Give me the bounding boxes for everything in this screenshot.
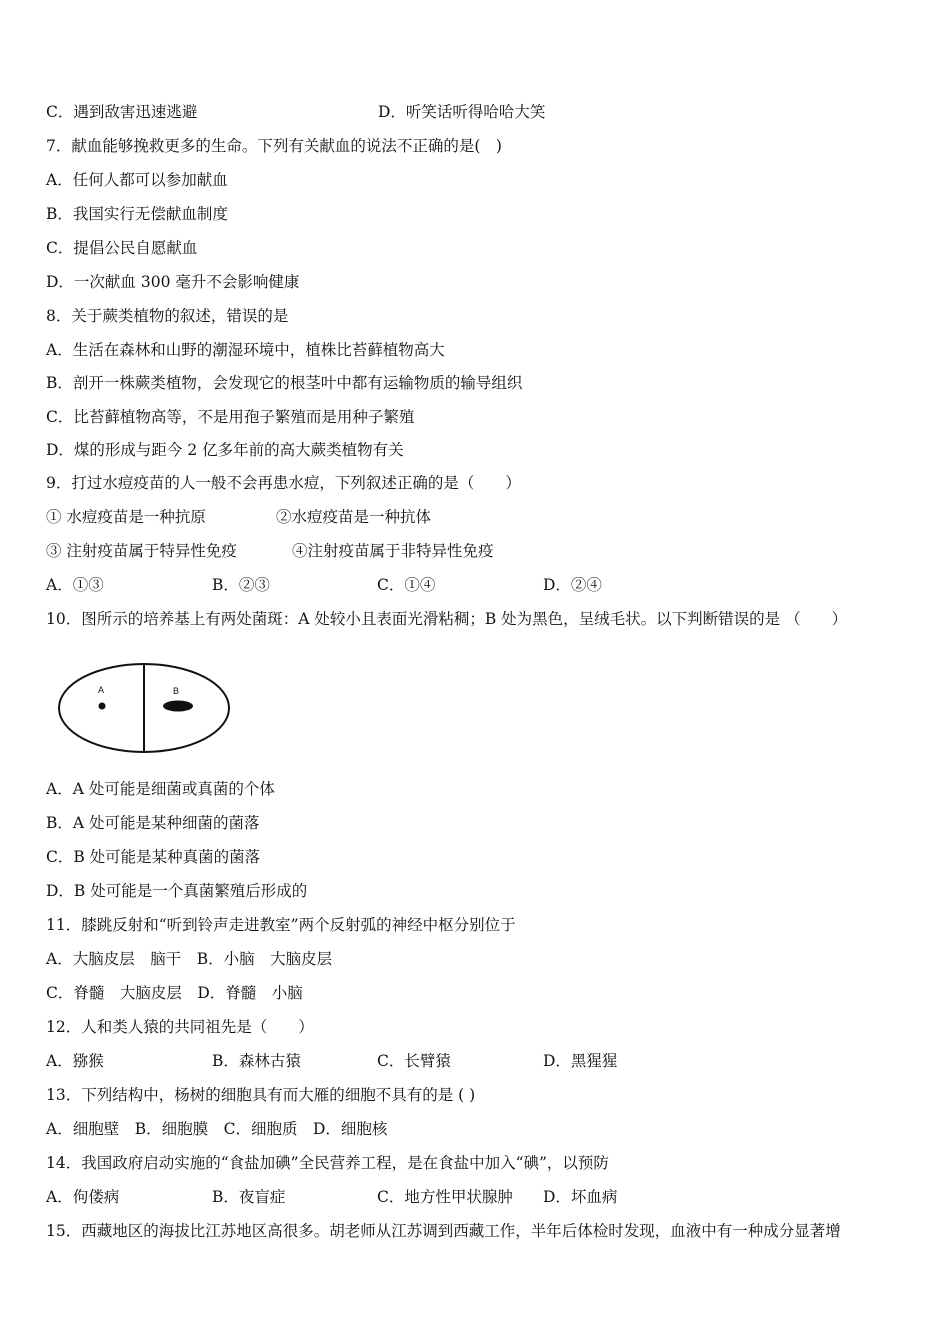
q11-options-ab: A．大脑皮层 脑干 B．小脑 大脑皮层 [46,950,333,968]
colony-b-label: B [173,686,180,696]
q11-options-cd: C．脊髓 大脑皮层 D．脊髓 小脑 [46,984,303,1002]
q9-statement-3: ③ 注射疫苗属于特异性免疫 [46,542,237,560]
q8-option-d: D．煤的形成与距今 2 亿多年前的高大蕨类植物有关 [46,441,404,459]
q9-option-d: D．②④ [543,576,602,594]
question-7: 7．献血能够挽救更多的生命。下列有关献血的说法不正确的是( ) [46,137,502,155]
q9-statement-1: ① 水痘疫苗是一种抗原 [46,508,206,526]
question-15: 15．西藏地区的海拔比江苏地区高很多。胡老师从江苏调到西藏工作，半年后体检时发现，血液中有一种成分显著增 [46,1222,841,1240]
question-10: 10．图所示的培养基上有两处菌斑：A 处较小且表面光滑粘稠；B 处为黑色，呈绒毛状。以下判断错误的是 （ ） [46,610,848,628]
q9-statement-2: ②水痘疫苗是一种抗体 [276,508,432,526]
colony-b-blob [163,701,193,712]
q9-option-c: C．①④ [377,576,436,594]
q7-option-a: A．任何人都可以参加献血 [46,171,228,189]
q14-option-a: A．佝偻病 [46,1188,120,1206]
q7-option-b: B．我国实行无偿献血制度 [46,205,228,223]
q10-option-a: A．A 处可能是细菌或真菌的个体 [46,780,275,798]
q10-option-c: C．B 处可能是某种真菌的菌落 [46,848,261,866]
question-13: 13．下列结构中，杨树的细胞具有而大雁的细胞不具有的是 ( ) [46,1086,476,1104]
q14-option-c: C．地方性甲状腺肿 [377,1188,513,1206]
q12-option-a: A．猕猴 [46,1052,104,1070]
colony-a-dot [99,703,106,710]
q9-statement-4: ④注射疫苗属于非特异性免疫 [292,542,494,560]
q12-option-b: B．森林古猿 [212,1052,301,1070]
q14-option-b: B．夜盲症 [212,1188,286,1206]
q12-option-d: D．黑猩猩 [543,1052,618,1070]
q10-option-b: B．A 处可能是某种细菌的菌落 [46,814,260,832]
question-12: 12．人和类人猿的共同祖先是（ ） [46,1018,314,1036]
q6-option-d: D．听笑话听得哈哈大笑 [378,103,546,121]
q9-option-a: A．①③ [46,576,104,594]
q6-option-c: C．遇到敌害迅速逃避 [46,103,198,121]
question-8: 8．关于蕨类植物的叙述，错误的是 [46,307,289,325]
q9-option-b: B．②③ [212,576,270,594]
q8-option-c: C．比苔藓植物高等，不是用孢子繁殖而是用种子繁殖 [46,408,415,426]
q13-options: A．细胞壁 B．细胞膜 C．细胞质 D．细胞核 [46,1120,388,1138]
colony-a-label: A [98,685,105,695]
q10-option-d: D．B 处可能是一个真菌繁殖后形成的 [46,882,308,900]
q8-option-b: B．剖开一株蕨类植物，会发现它的根茎叶中都有运输物质的输导组织 [46,374,523,392]
q7-option-c: C．提倡公民自愿献血 [46,239,198,257]
q12-option-c: C．长臂猿 [377,1052,451,1070]
q7-option-d: D．一次献血 300 毫升不会影响健康 [46,273,300,291]
q14-option-d: D．坏血病 [543,1188,618,1206]
question-11: 11．膝跳反射和“听到铃声走进教室”两个反射弧的神经中枢分别位于 [46,916,516,934]
q8-option-a: A．生活在森林和山野的潮湿环境中，植株比苔藓植物高大 [46,341,445,359]
question-14: 14．我国政府启动实施的“食盐加碘”全民营养工程，是在食盐中加入“碘”，以预防 [46,1154,609,1172]
petri-dish-figure [56,660,236,760]
question-9: 9．打过水痘疫苗的人一般不会再患水痘，下列叙述正确的是（ ） [46,474,521,492]
